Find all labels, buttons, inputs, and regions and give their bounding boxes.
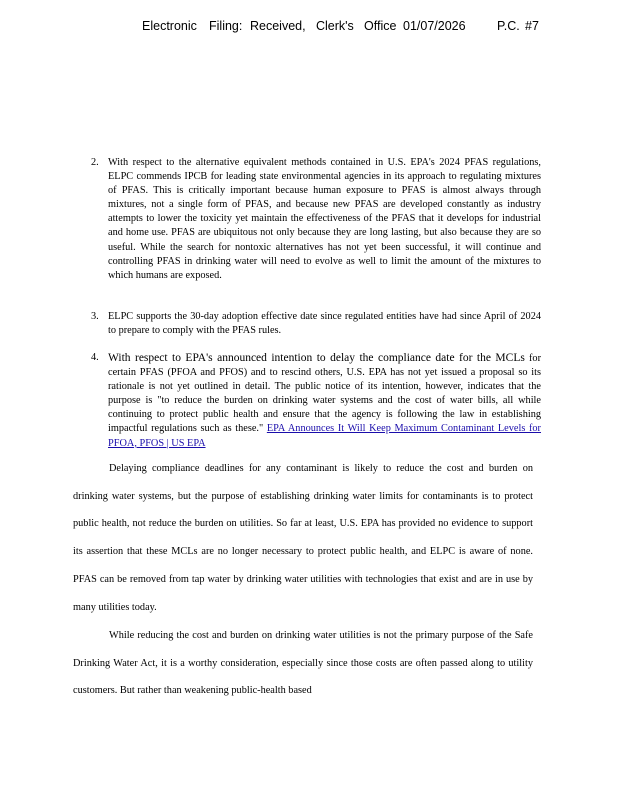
list-item-2 <box>91 156 541 283</box>
header-received: Received, <box>250 19 306 33</box>
header-date: 01/07/2026 <box>403 19 466 33</box>
header-clerks: Clerk's <box>316 19 354 33</box>
list-item-text-rest: for certain PFAS (PFOA and PFOS) and to rescind others, U.S. EPA has not yet issued a proposal so its rationale is not yet outlined in detail. The public notice of its intention, however, indicates that the purpose is "to reduce the burden on drinking water systems and the cost of water bills, all while continuing to protect public health and ensure that the agency is following the law in establishing impactful regulations such as these." <box>108 353 542 435</box>
body-paragraph-2: While reducing the cost and burden on drinking water utilities is not the primary purpose of the Safe Drinking Water Act, it is a worthy consideration, especially since those costs are often passed along to utility customers. But rather than weakening public-health based <box>73 630 533 697</box>
list-item-text: ELPC supports the 30-day adoption effective date since regulated entities have had since April of 2024 to prepare to comply with the PFAS rules. <box>108 311 541 337</box>
header-office: Office <box>364 19 397 33</box>
header-pc: P.C. <box>497 19 520 33</box>
header-number: #7 <box>525 19 539 33</box>
list-item-number: 4. <box>91 352 99 363</box>
header-filing: Filing: <box>209 19 243 33</box>
filing-header <box>0 19 618 37</box>
list-item-number: 3. <box>91 311 99 322</box>
list-item-number: 2. <box>91 157 99 168</box>
header-electronic: Electronic <box>142 19 197 33</box>
list-item-3 <box>91 310 541 338</box>
body-paragraph-1: Delaying compliance deadlines for any contaminant is likely to reduce the cost and burden on drinking water systems, but the purpose of establishing drinking water limits for contaminants is to protect public health, not reduce the burden on utilities. So far at least, U.S. EPA has provided no evidence to support its assertion that these MCLs are no longer necessary to protect public health, and ELPC is aware of none. PFAS can be removed from tap water by drinking water utilities with technologies that exist and are in use by many utilities today. <box>73 463 533 613</box>
list-item-4 <box>91 351 541 451</box>
list-item-text: With respect to the alternative equivalent methods contained in U.S. EPA's 2024 PFAS regulations, ELPC commends IPCB for leading state environmental agencies in its approach to regulating mixtures of PFAS. This is critically important because human exposure to PFAS is almost always through mixtures, not a single form of PFAS, and because new PFAS are developed constantly as industry attempts to lower the toxicity yet maintain the effectiveness of the PFAS that it develops for industrial and home use. PFAS are ubiquitous not only because they are long lasting, but also because they are so useful. While the search for nontoxic alternatives has not yet been successful, it will continue and controlling PFAS in drinking water will need to evolve as well to limit the amount of the mixtures to which humans are exposed. <box>108 157 541 281</box>
list-item-text <box>108 351 541 451</box>
epa-announcement-link[interactable]: EPA Announces It Will Keep Maximum Contaminant Levels for PFOA, PFOS | US EPA <box>108 423 541 449</box>
list-item-lead: With respect to EPA's announced intention to delay the compliance date for the MCLs <box>108 352 525 364</box>
